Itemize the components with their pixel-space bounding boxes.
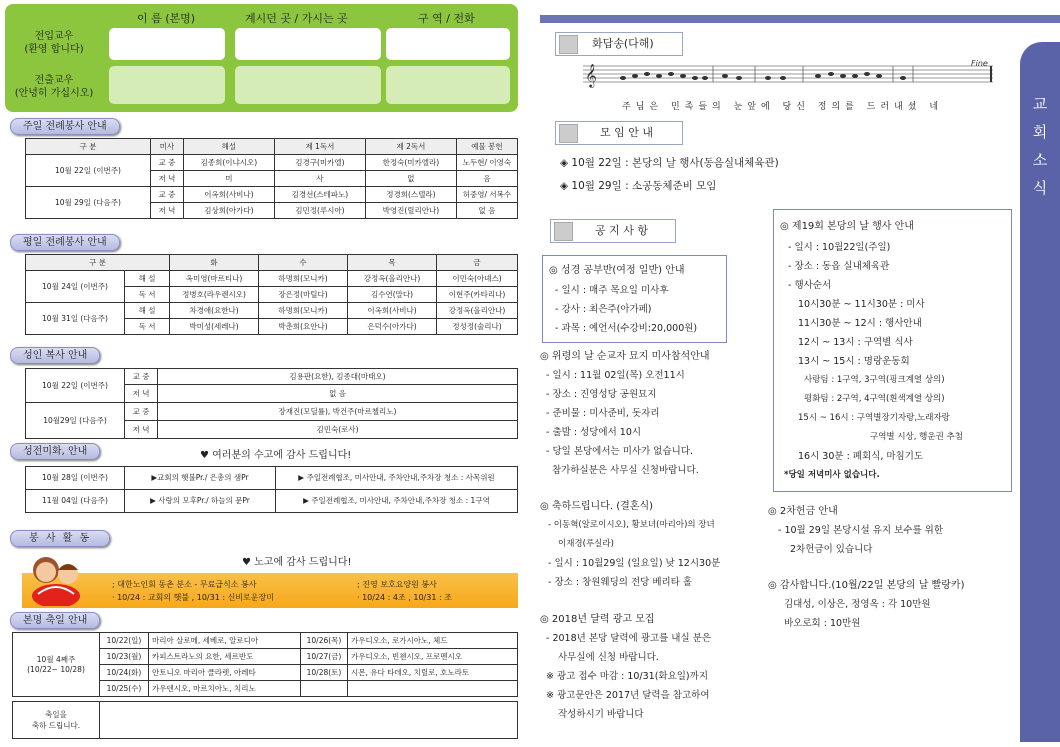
volunteer-left-1: ; 대한노인회 동촌 분소 - 무료급식소 봉사 — [112, 580, 257, 589]
table-row: 10월 4째주 (10/22~ 10/28) 10/22(일) 마리아 살로메, 세베로, 알로디아 10/26(목) 가우디오소, 로가시아노, 체드 — [13, 633, 518, 649]
weekday-service-title: 평일 전례봉사 안내 — [10, 234, 120, 251]
feast-table — [12, 632, 518, 697]
transfer-out-district-field[interactable] — [386, 66, 510, 104]
wedding-notice: ◎ 축하드립니다. (결혼식) - 이동혁(알로이시오), 황보녀(마리아)의 장녀 이재경(루실라) - 일시 : 10월29일 (일요일) 낮 12시30분 - 장소 : 창원웨딩의 전당 베리타 홀 — [540, 501, 721, 588]
song-lyrics: 주님은 민족들의 눈앞에 당신 정의를 드러내셨 네 — [622, 102, 944, 112]
transfer-out-place-field[interactable] — [235, 66, 381, 104]
table-row: 10월 28일 (이번주) ▶교회의 햇불Pr./ 은총의 샘Pr ▶ 주일전례협조, 미사안내, 주차안내,주차장 청소 : 사목위원 — [26, 467, 518, 490]
beautify-table — [25, 466, 518, 513]
table-row: 10월 24일 (이번주) 해 설 옥미영(마르티나) 하명희(모니카) 강정옥(올리안나) 이민숙(아녜스) — [26, 271, 518, 287]
table-row: 10/25(수) 가우덴시오, 마르치아노, 치리노 — [13, 681, 518, 697]
martyrs-notice: ◎ 위령의 날 순교자 묘지 미사참석안내 - 일시 : 11월 02일(목) 오전11시 - 장소 : 진영성당 공원묘지 - 준비물 : 미사준비, 돗자리 - 출발 : 성당에서 10시 - 당일 본당에서는 미사가 없습니다. 참가하실분은 사무실 신청바랍니다. — [540, 351, 710, 476]
volunteer-thanks: ♥ 노고에 감사 드립니다! — [242, 557, 352, 568]
table-row: 10월 31일 (다음주) 해 설 차경애(요한나) 하명희(모니카) 이옥희(사비나) 강정옥(올리안나) — [26, 303, 518, 319]
priest-portrait-icon — [554, 222, 573, 241]
table-row: 11월 04일 (다음주) ▶ 사랑의 모후Pr./ 하늘의 문Pr ▶ 주일전례협조, 미사안내, 주차안내,주차장 청소 : 1구역 — [26, 490, 518, 513]
col-header-place: 계시던 곳 / 가시는 곳 — [245, 12, 348, 25]
parish-day-box: ◎ 제19회 본당의 날 행사 안내 - 일시 : 10월22일(주일) - 장소 : 동읍 실내체육관 - 행사순서 10시30분 ~ 11시30분 : 미사 11시30분 ~ 12시 : 행사안내 12시 ~ 13시 : 구역별 식사 13시 ~ 15시 : 명랑운동회 사랑팀 : 1구역, 3구역(핑크계열 상의) 평화팀 : 2구역, 4구역(흰색계열 상의) 15시 ~ 16시 : 구역별장기자랑,노래자랑 구역별 시상, 행운권 추첨 16시 30분 : 폐회식, 마침기도 *당일 저녁미사 없습니다. — [773, 209, 1012, 492]
altar-server-table — [25, 368, 518, 439]
ads-notice: ◎ 2018년 달력 광고 모집 - 2018년 본당 달력에 광고를 내실 분은 사무실에 신청 바랍니다. ※ 광고 접수 마감 : 10/31(화요일)까지 ※ 광고문안은 2017년 달력을 참고하여 작성하시기 바랍니다 — [540, 614, 712, 720]
fine-label: Fine — [971, 60, 988, 68]
beautify-title: 성전미화, 안내 — [10, 443, 100, 460]
table-row: 10월 22일 (이번주) 교 중 김종희(이냐시오) 김경구(미카엘) 한정숙(미카엘라) 노두현/ 이영숙 — [26, 155, 518, 171]
table-row: 10월29일 (다음주) 교 중 장재진(모딜률), 박건주(마르첼리노) — [26, 403, 518, 421]
priest-portrait-icon — [559, 124, 578, 143]
meeting-item-1: ◈ 10월 22일 : 본당의 날 행사(동음실내체육관) — [560, 157, 779, 169]
volunteer-title: 봉 사 활 동 — [10, 530, 110, 547]
col-header-name: 이 름 (본명) — [137, 12, 196, 25]
transfer-in-place-field[interactable] — [235, 28, 381, 60]
newcomers-box — [5, 4, 518, 112]
volunteers-illustration-icon — [24, 550, 88, 606]
study-notice-box: ◎ 성경 공부반(여정 일반) 안내 - 일시 : 매주 목요일 미사후 - 강사 : 최은주(아가페) - 과목 : 예언서(수강비:20,000원) — [542, 255, 727, 343]
table-row: 독 서 박미성(세레나) 박춘희(요안나) 은덕수(아가다) 정성정(술리나) — [26, 319, 518, 335]
svg-text:𝄞: 𝄞 — [585, 63, 597, 87]
volunteer-banner — [22, 550, 518, 608]
volunteer-right-2: · 10/24 : 4조 , 10/31 : 조 — [357, 593, 452, 602]
sunday-service-title: 주일 전례봉사 안내 — [10, 118, 120, 135]
col-header-district: 구 역 / 전화 — [418, 12, 475, 25]
thanks-notice: ◎ 감사합니다.(10월/22일 본당의 날 빨랑카) 김대성, 이상은, 정영옥 : 각 10만원 바오로회 : 10만원 — [768, 580, 965, 629]
feast-title: 본명 축일 안내 — [10, 612, 100, 629]
table-row: 10/24(화) 안토니오 마리아 클라렛, 아레타 10/28(토) 시몬, 유다 타데오, 치릴로, 호노라토 — [13, 665, 518, 681]
transfer-in-name-field[interactable] — [109, 28, 225, 60]
altar-server-title: 성인 복사 안내 — [10, 347, 100, 364]
table-row: 독 서 정병호(라우렌시오) 장은정(마틸다) 김수연(말다) 이현주(카타리나) — [26, 287, 518, 303]
transfer-out-name-field[interactable] — [109, 66, 225, 104]
table-row: 저 녁 미 사 없 음 — [26, 171, 518, 187]
beautify-thanks: ♥ 여러분의 수고에 감사 드립니다! — [200, 450, 352, 461]
table-row: 저 녁 없 음 — [26, 385, 518, 403]
meeting-item-2: ◈ 10월 29일 : 소공동체준비 모임 — [560, 180, 717, 192]
volunteer-right-1: ; 진영 보호요양원 봉사 — [357, 580, 437, 589]
side-tab — [1020, 42, 1060, 742]
table-row: 10월 22일 (이번주) 교 중 김용판(요한), 김종대(마태오) — [26, 369, 518, 385]
table-row: 저 녁 김상희(아가다) 김민정(루시아) 박영진(릴리안나) 없 음 — [26, 203, 518, 219]
second-collection-notice: ◎ 2차헌금 안내 - 10월 29일 본당시설 유지 보수를 위한 2차헌금이 있습니다 — [768, 506, 944, 555]
table-row: 10월 29일 (다음주) 교 중 이옥희(사비나) 김경선(스테파노) 정경희(스텔라) 허중영/ 서복수 — [26, 187, 518, 203]
transfer-in-district-field[interactable] — [386, 28, 510, 60]
priest-portrait-icon — [559, 35, 578, 54]
table-row: 저 녁 김민숙(로사) — [26, 421, 518, 439]
top-rule — [540, 15, 1060, 23]
notice-title-box: 공 지 사 항 — [550, 219, 676, 243]
transfer-out-label: 전출교우 (안녕히 가십시오) — [14, 75, 94, 99]
table-row: 10/23(월) 카피스트라노의 요한, 세르반도 10/27(금) 가우디오소, 빈첸시오, 프로멘시오 — [13, 649, 518, 665]
score-icon — [583, 60, 1003, 94]
volunteer-left-2: · 10/24 : 교회의 햇불 , 10/31 : 신비로운장미 — [112, 593, 274, 602]
meetings-title-box: 모 임 안 내 — [555, 121, 683, 145]
weekday-service-table: 구 분 화 수 목 금 10월 24일 (이번주) 해 설 옥미영(마르티나) 하명희(모니카) 강정옥(올리안나) 이민숙(아녜스) 독 서 정병호(라우렌시오) 장은정(마틸다) 김수연(말다) 이현주(카타리나) 10월 31일 (다음주) 해 설 차경애(요한나) 하명희(모니카) 이옥희(사비나) 강정옥(올리안나) 독 서 박미성(세레나) 박춘희(요안나) 은덕수(아가다) 정성정(술리나) — [25, 254, 518, 335]
side-tab-label: 교 회 소 식 — [1032, 95, 1048, 197]
sunday-service-table: 구 분 미사 해설 제 1독서 제 2독서 예물 봉헌 10월 22일 (이번주) 교 중 김종희(이냐시오) 김경구(미카엘) 한정숙(미카엘라) 노두현/ 이영숙 저 녁 미 사 없 음 10월 29일 (다음주) 교 중 이옥희(사비나) 김경선(스테파노) 정경희(스텔라) 허중영/ 서복수 저 녁 김상희(아가다) 김민정(루시아) 박영진(릴리안나) 없 음 — [25, 138, 518, 219]
transfer-in-label: 전입교우 (환영 합니다) — [24, 31, 84, 55]
feast-congrats-table: 축일을 축하 드립니다. — [12, 701, 518, 739]
response-song-title-box: 화답송(다해) — [555, 32, 683, 56]
